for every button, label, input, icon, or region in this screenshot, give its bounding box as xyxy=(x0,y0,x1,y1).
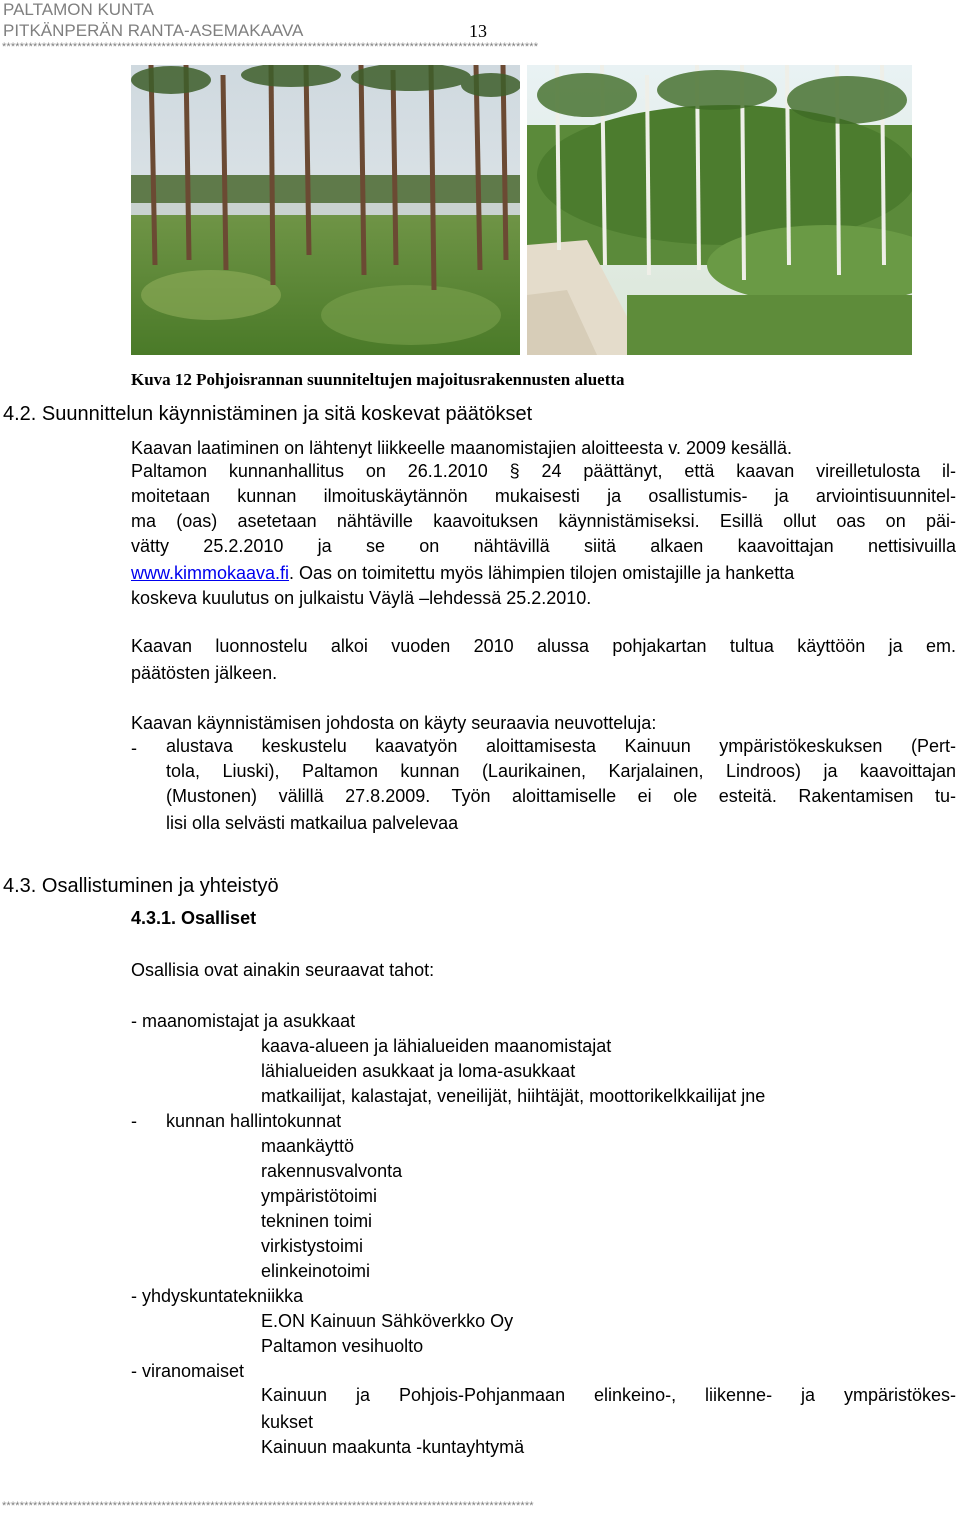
list-item: elinkeinotoimi xyxy=(261,1261,371,1281)
list-item: E.ON Kainuun Sähköverkko Oy xyxy=(261,1311,514,1331)
paragraph-line: Kaavan käynnistämisen johdosta on käyty seuraavia neuvotteluja: xyxy=(131,713,657,733)
list-item: kukset xyxy=(261,1412,314,1432)
group-heading: - maanomistajat ja asukkaat xyxy=(131,1011,356,1031)
footer-separator: ************************************************************************************************************************ xyxy=(2,1500,534,1512)
website-link[interactable]: www.kimmokaava.fi xyxy=(131,563,290,583)
paragraph-line: ma (oas) asetetaan nähtäville kaavoituksen käynnistämiseksi. Esillä ollut oas on päi- xyxy=(131,511,956,531)
group-heading: kunnan hallintokunnat xyxy=(166,1111,342,1131)
list-item-line: tola, Liuski), Paltamon kunnan (Laurikainen, Karjalainen, Lindroos) ja kaavoittajan xyxy=(166,761,956,781)
list-item: Kainuun maakunta -kuntayhtymä xyxy=(261,1437,525,1457)
list-item: tekninen toimi xyxy=(261,1211,373,1231)
paragraph-line: Kaavan luonnostelu alkoi vuoden 2010 alussa pohjakartan tultua käyttöön ja em. xyxy=(131,636,956,656)
list-item: ympäristötoimi xyxy=(261,1186,378,1206)
list-item: virkistystoimi xyxy=(261,1236,363,1256)
list-item: maankäyttö xyxy=(261,1136,355,1156)
list-item: matkailijat, kalastajat, veneilijät, hiihtäjät, moottorikelkkailijat jne xyxy=(261,1086,766,1106)
list-item: rakennusvalvonta xyxy=(261,1161,403,1181)
list-dash: - xyxy=(131,1111,137,1131)
paragraph-line: moitetaan kunnan ilmoituskäytännön mukaisesti ja osallistumis- ja arviointisuunnitel- xyxy=(131,486,956,506)
list-item-line: (Mustonen) välillä 27.8.2009. Työn aloittamiselle ei ole esteitä. Rakentamisen tu- xyxy=(166,786,956,806)
header-document-title: PITKÄNPERÄN RANTA-ASEMAKAAVA xyxy=(3,21,304,40)
paragraph-line xyxy=(131,561,794,586)
list-item: lähialueiden asukkaat ja loma-asukkaat xyxy=(261,1061,576,1081)
page-number: 13 xyxy=(469,21,487,41)
header-organization: PALTAMON KUNTA xyxy=(3,0,154,19)
subsection-heading: 4.3.1. Osalliset xyxy=(131,908,257,928)
paragraph-line: Paltamon kunnanhallitus on 26.1.2010 § 24 päättänyt, että kaavan vireilletulosta il- xyxy=(131,461,956,481)
paragraph-line: vätty 25.2.2010 ja se on nähtävillä siitä alkaen kaavoittajan nettisivuilla xyxy=(131,536,956,556)
group-heading: - yhdyskuntatekniikka xyxy=(131,1286,304,1306)
section-heading-4-3: 4.3. Osallistuminen ja yhteistyö xyxy=(3,875,279,897)
paragraph-line: koskeva kuulutus on julkaistu Väylä –lehdessä 25.2.2010. xyxy=(131,588,592,608)
forest-path-photo xyxy=(527,65,912,355)
paragraph-line: päätösten jälkeen. xyxy=(131,663,278,683)
figure-caption: Kuva 12 Pohjoisrannan suunniteltujen majoitusrakennusten aluetta xyxy=(131,370,625,389)
list-dash: - xyxy=(131,738,137,758)
list-item: Kainuun ja Pohjois-Pohjanmaan elinkeino-, liikenne- ja ympäristökes- xyxy=(261,1385,956,1405)
group-heading: - viranomaiset xyxy=(131,1361,245,1381)
header-separator: ************************************************************************************************************************* xyxy=(2,41,539,53)
paragraph-line: Osallisia ovat ainakin seuraavat tahot: xyxy=(131,960,435,980)
paragraph-text: . Oas on toimitettu myös lähimpien tilojen omistajille ja hanketta xyxy=(289,563,795,583)
list-item-line: alustava keskustelu kaavatyön aloittamisesta Kainuun ympäristökeskuksen (Pert- xyxy=(166,736,956,756)
paragraph-line: Kaavan laatiminen on lähtenyt liikkeelle maanomistajien aloitteesta v. 2009 kesällä. xyxy=(131,438,793,458)
forest-lake-photo xyxy=(131,65,520,355)
list-item: kaava-alueen ja lähialueiden maanomistajat xyxy=(261,1036,612,1056)
list-item: Paltamon vesihuolto xyxy=(261,1336,424,1356)
section-heading-4-2: 4.2. Suunnittelun käynnistäminen ja sitä koskevat päätökset xyxy=(3,403,533,425)
list-item-line: lisi olla selvästi matkailua palvelevaa xyxy=(166,813,459,833)
